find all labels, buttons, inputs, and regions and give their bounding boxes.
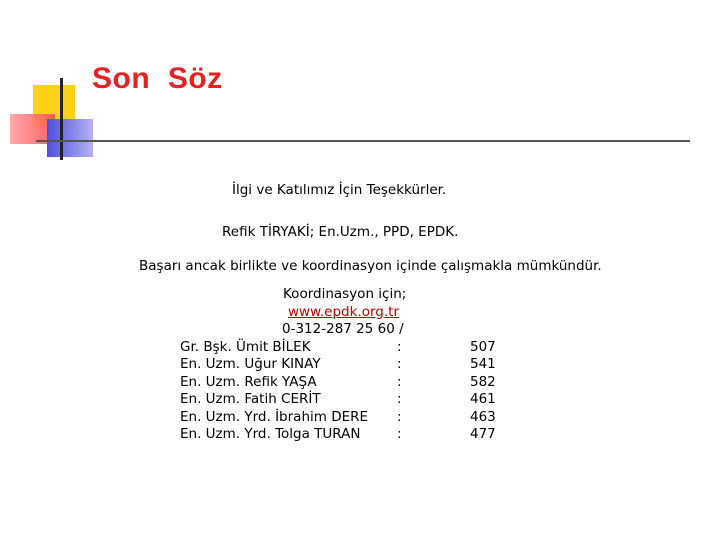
contact-separator: : <box>397 408 402 425</box>
author-text: Refik TİRYAKİ; En.Uzm., PPD, EPDK. <box>222 224 459 240</box>
decorative-blue-square <box>47 119 93 157</box>
slide-title <box>92 62 223 96</box>
contact-row <box>180 426 510 444</box>
contact-row <box>180 391 510 409</box>
contact-row <box>180 409 510 427</box>
contact-separator: : <box>397 338 402 355</box>
contact-name: En. Uzm. Refik YAŞA <box>180 373 317 390</box>
contact-name: En. Uzm. Uğur KINAY <box>180 356 321 372</box>
motto-text: Başarı ancak birlikte ve koordinasyon içinde çalışmakla mümkündür. <box>139 258 602 274</box>
contact-block <box>180 286 510 444</box>
contact-row <box>180 339 510 357</box>
contact-extension: 461 <box>470 391 496 407</box>
title-underline-divider <box>36 140 690 142</box>
contact-name: En. Uzm. Fatih CERİT <box>180 391 321 407</box>
contact-row <box>180 356 510 374</box>
slide-title-part2: Söz <box>167 62 223 95</box>
contact-separator: : <box>397 391 402 407</box>
contact-heading: Koordinasyon için; <box>283 286 407 302</box>
contact-separator: : <box>397 426 402 442</box>
contact-separator: : <box>397 373 402 390</box>
contact-name: Gr. Bşk. Ümit BİLEK <box>180 338 311 355</box>
contact-separator: : <box>397 356 402 372</box>
decorative-vertical-line <box>60 78 63 160</box>
contact-name: En. Uzm. Yrd. İbrahim DERE <box>180 408 369 425</box>
contact-extension: 477 <box>470 426 496 442</box>
contact-extension: 507 <box>470 338 496 355</box>
contact-extension: 582 <box>470 373 496 390</box>
contact-name: En. Uzm. Yrd. Tolga TURAN <box>180 426 361 442</box>
phone-number: 0-312-287 25 60 / <box>282 321 404 337</box>
thanks-text: İlgi ve Katılımız İçin Teşekkürler. <box>232 182 447 198</box>
slide-title-part1: Son <box>92 62 151 95</box>
contact-row <box>180 374 510 392</box>
contact-extension: 463 <box>470 408 496 425</box>
contact-extension: 541 <box>470 356 496 372</box>
website-link[interactable]: www.epdk.org.tr <box>288 303 400 320</box>
